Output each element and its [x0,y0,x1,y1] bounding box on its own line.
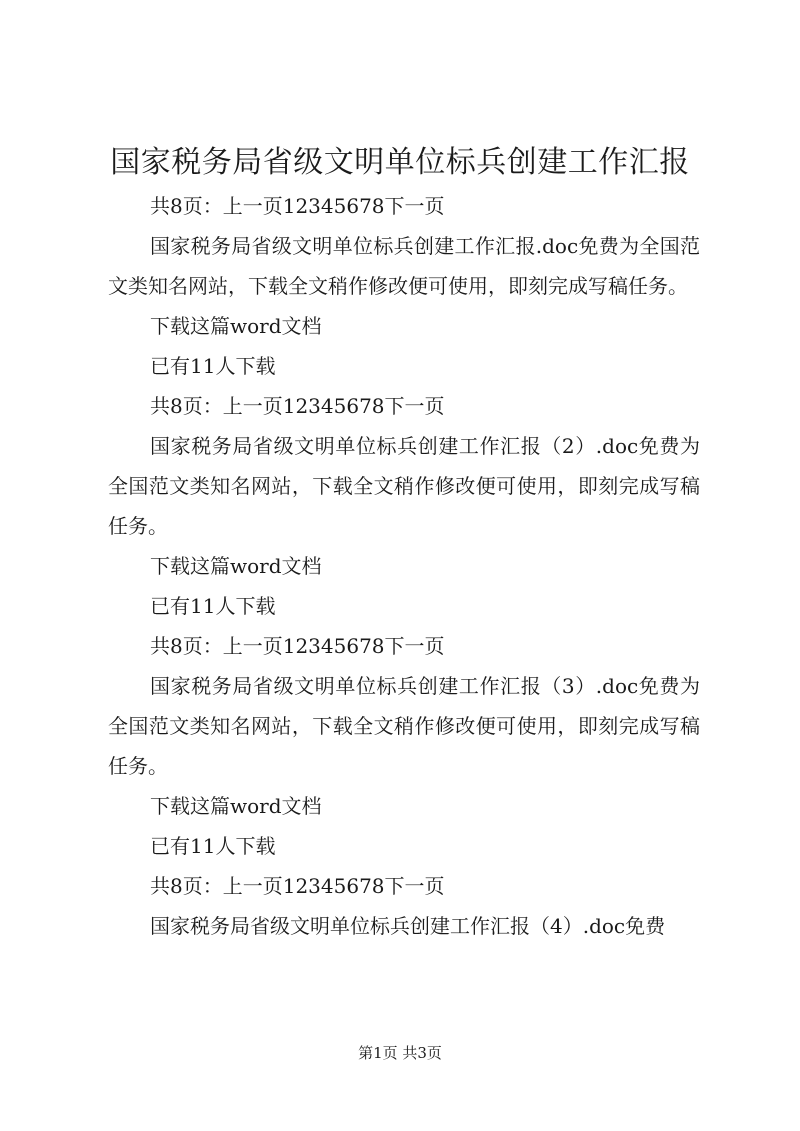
pagination-line: 共8页：上一页12345678下一页 [150,194,445,218]
download-link[interactable]: 下载这篇word文档 [150,794,322,818]
description-paragraph: 国家税务局省级文明单位标兵创建工作汇报（3）.doc免费为全国范文类知名网站，下载全文稍作修改便可使用，即刻完成写稿任务。 [108,674,700,778]
description-paragraph: 国家税务局省级文明单位标兵创建工作汇报.doc免费为全国范文类知名网站，下载全文稍作修改便可使用，即刻完成写稿任务。 [108,234,700,298]
document-title: 国家税务局省级文明单位标兵创建工作汇报 [110,145,690,180]
download-count: 已有11人下载 [150,594,276,618]
description-paragraph: 国家税务局省级文明单位标兵创建工作汇报（2）.doc免费为全国范文类知名网站，下载全文稍作修改便可使用，即刻完成写稿任务。 [108,434,700,538]
pagination-line: 共8页：上一页12345678下一页 [150,874,445,898]
download-count: 已有11人下载 [150,354,276,378]
download-link[interactable]: 下载这篇word文档 [150,554,322,578]
download-link[interactable]: 下载这篇word文档 [150,314,322,338]
description-paragraph: 国家税务局省级文明单位标兵创建工作汇报（4）.doc免费 [150,914,666,938]
download-count: 已有11人下载 [150,834,276,858]
pagination-line: 共8页：上一页12345678下一页 [150,634,445,658]
pagination-line: 共8页：上一页12345678下一页 [150,394,445,418]
page-footer: 第1页 共3页 [358,1044,442,1062]
document-body [108,186,700,946]
